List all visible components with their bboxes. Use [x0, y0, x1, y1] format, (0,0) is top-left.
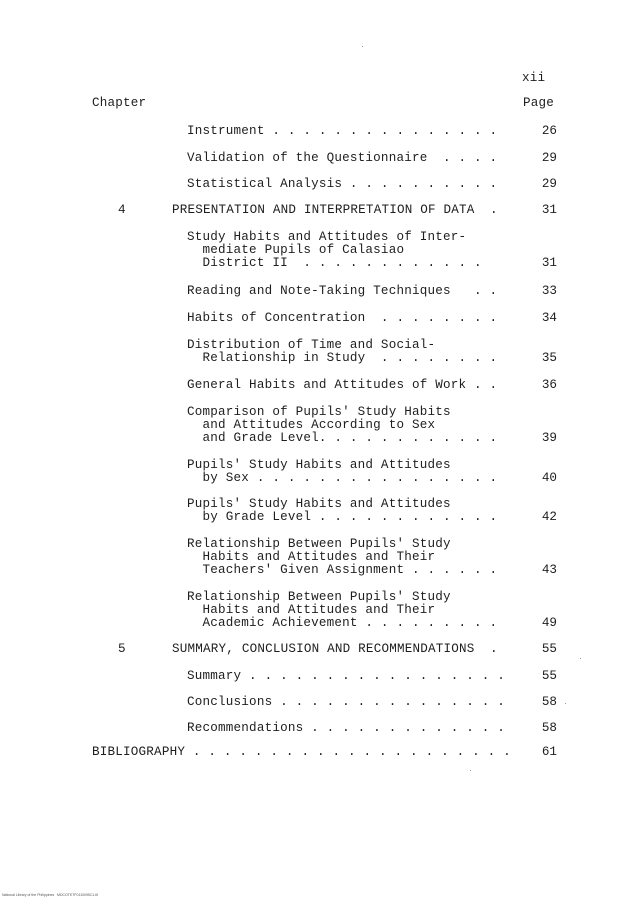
toc-entry-title: Statistical Analysis . . . . . . . . . . [187, 177, 498, 191]
toc-entry-title: Validation of the Questionnaire . . . . [187, 151, 498, 165]
page-column-header: Page [523, 96, 555, 110]
chapter-number: 4 [118, 203, 126, 217]
toc-entry-page: 35 [541, 351, 557, 365]
toc-entry-title-line: Pupils' Study Habits and Attitudes [187, 497, 451, 511]
toc-entry-title: Instrument . . . . . . . . . . . . . . . [187, 124, 498, 138]
toc-entry-title-line: Habits and Attitudes and Their [187, 603, 436, 617]
toc-entry-title-line: Relationship in Study . . . . . . . . [187, 351, 498, 365]
toc-entry-title-line: by Grade Level . . . . . . . . . . . . [187, 510, 498, 524]
chapter-number: 5 [118, 642, 126, 656]
toc-entry-page: 29 [541, 151, 557, 165]
toc-entry-title-line: Pupils' Study Habits and Attitudes [187, 458, 451, 472]
toc-entry-title: Summary . . . . . . . . . . . . . . . . . [187, 669, 506, 683]
toc-entry-title-line: Academic Achievement . . . . . . . . . [187, 616, 498, 630]
toc-entry-title: Recommendations . . . . . . . . . . . . . [187, 721, 506, 735]
toc-entry-page: 31 [541, 203, 557, 217]
toc-entry-page: 34 [541, 311, 557, 325]
toc-entry-page: 49 [541, 616, 557, 630]
archive-footer: National Library of the Philippines MDCOTETF0110095C1.tif [2, 893, 99, 897]
page-number: xii [522, 71, 546, 85]
toc-entry-title-line: Distribution of Time and Social- [187, 338, 436, 352]
toc-entry-title-line: Teachers' Given Assignment . . . . . . [187, 563, 498, 577]
toc-entry-title-line: mediate Pupils of Calasiao [187, 243, 405, 257]
chapter-title: SUMMARY, CONCLUSION AND RECOMMENDATIONS . [172, 642, 498, 656]
toc-entry-title-line: Study Habits and Attitudes of Inter- [187, 230, 467, 244]
scan-speck [565, 703, 566, 704]
toc-entry-title: Habits of Concentration . . . . . . . . [187, 311, 498, 325]
toc-entry-page: 61 [541, 745, 557, 759]
toc-entry-title-line: Relationship Between Pupils' Study [187, 590, 451, 604]
toc-entry-title: Conclusions . . . . . . . . . . . . . . . [187, 695, 506, 709]
toc-entry-page: 55 [541, 642, 557, 656]
toc-entry-page: 33 [541, 284, 557, 298]
toc-entry-title-line: Relationship Between Pupils' Study [187, 537, 451, 551]
chapter-column-header: Chapter [92, 96, 147, 110]
toc-entry-page: 43 [541, 563, 557, 577]
toc-entry-title-line: and Attitudes According to Sex [187, 418, 436, 432]
toc-entry-title-line: Habits and Attitudes and Their [187, 550, 436, 564]
toc-entry-page: 58 [541, 695, 557, 709]
toc-entry-page: 40 [541, 471, 557, 485]
toc-entry-title: Reading and Note-Taking Techniques . . [187, 284, 498, 298]
scan-speck [580, 658, 581, 659]
scan-speck [362, 46, 363, 47]
toc-entry-title-line: District II . . . . . . . . . . . . [187, 256, 482, 270]
toc-entry-page: 42 [541, 510, 557, 524]
toc-entry-page: 39 [541, 431, 557, 445]
toc-entry-page: 55 [541, 669, 557, 683]
chapter-title: PRESENTATION AND INTERPRETATION OF DATA . [172, 203, 498, 217]
toc-entry-title-line: and Grade Level. . . . . . . . . . . . [187, 431, 498, 445]
toc-entry-title-line: by Sex . . . . . . . . . . . . . . . . [187, 471, 498, 485]
toc-entry-title: BIBLIOGRAPHY . . . . . . . . . . . . . . . . . . . . . [92, 745, 511, 759]
toc-entry-title-line: Comparison of Pupils' Study Habits [187, 405, 451, 419]
toc-entry-page: 29 [541, 177, 557, 191]
scan-speck [470, 770, 471, 771]
toc-entry-title: General Habits and Attitudes of Work . . [187, 378, 498, 392]
toc-entry-page: 58 [541, 721, 557, 735]
toc-entry-page: 26 [541, 124, 557, 138]
toc-entry-page: 31 [541, 256, 557, 270]
toc-entry-page: 36 [541, 378, 557, 392]
